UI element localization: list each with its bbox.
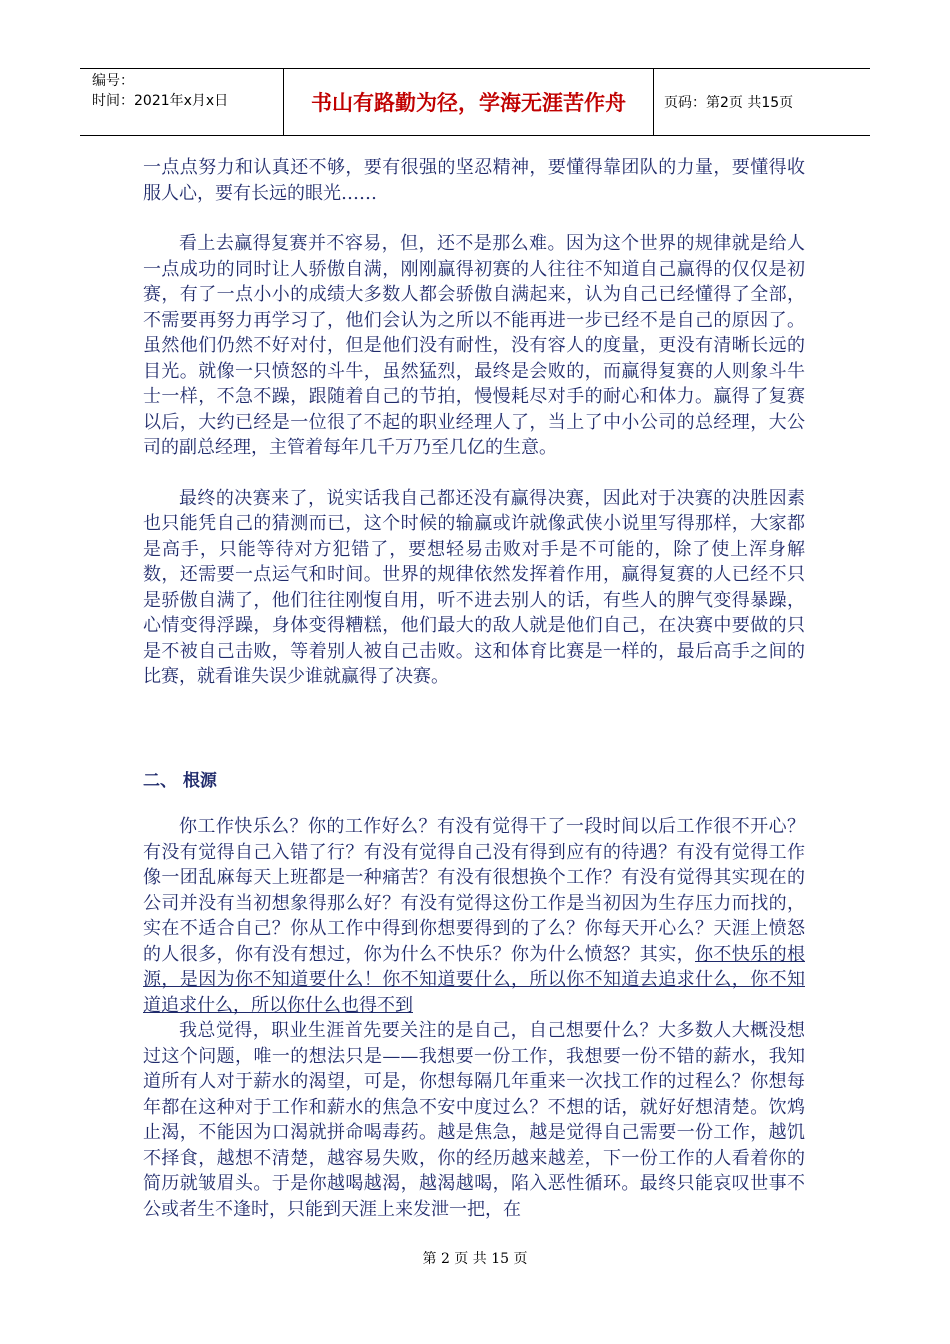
- paragraph-4: [143, 814, 805, 1018]
- paragraph-5: 我总觉得，职业生涯首先要关注的是自己，自己想要什么？大多数人大概没想过这个问题，唯一的想法只是——我想要一份工作，我想要一份不错的薪水，我知道所有人对于薪水的渴望，可是，你想每隔几年重来一次找工作的过程么？你想每年都在这种对于工作和薪水的焦急不安中度过么？不想的话，就好好想清楚。饮鸩止渴，不能因为口渴就拼命喝毒药。越是焦急，越是觉得自己需要一份工作，越饥不择食，越想不清楚，越容易失败，你的经历越来越差，下一份工作的人看着你的简历就皱眉头。于是你越喝越渴，越渴越喝，陷入恶性循环。最终只能哀叹世事不公或者生不逢时，只能到天涯上来发泄一把，在: [143, 1020, 805, 1220]
- section-heading: 二、 根源: [143, 770, 217, 791]
- header-number-label: 编号：: [92, 73, 134, 89]
- paragraph-2: 看上去赢得复赛并不容易，但，还不是那么难。因为这个世界的规律就是给人一点成功的同时让人骄傲自满，刚刚赢得初赛的人往往不知道自己赢得的仅仅是初赛，有了一点小小的成绩大多数人都会骄傲自满起来，认为自己已经懂得了全部，不需要再努力再学习了，他们会认为之所以不能再进一步已经不是自己的原因了。虽然他们仍然不好对付，但是他们没有耐性，没有容人的度量，更没有清晰长远的目光。就像一只愤怒的斗牛，虽然猛烈，最终是会败的，而赢得复赛的人则象斗牛士一样，不急不躁，跟随着自己的节拍，慢慢耗尽对手的耐心和体力。赢得了复赛以后，大约已经是一位很了不起的职业经理人了，当上了中小公司的总经理，大公司的副总经理，主管着每年几千万乃至几亿的生意。: [143, 233, 805, 458]
- page-footer: 第 2 页 共 15 页: [422, 1251, 528, 1267]
- header-page-info: 页码：第2页 共15页: [664, 95, 794, 111]
- header-date: 时间：2021年x月x日: [92, 93, 229, 109]
- document-body: [143, 155, 805, 1222]
- page-header: [80, 68, 870, 136]
- header-motto: 书山有路勤为径，学海无涯苦作舟: [284, 69, 654, 135]
- header-meta: [80, 69, 284, 135]
- paragraph-1: 一点点努力和认真还不够，要有很强的坚忍精神，要懂得靠团队的力量，要懂得收服人心，要有长远的眼光……: [143, 157, 805, 204]
- paragraph-4-text: 你工作快乐么？你的工作好么？有没有觉得干了一段时间以后工作很不开心？有没有觉得自己入错了行？有没有觉得自己没有得到应有的待遇？有没有觉得工作像一团乱麻每天上班都是一种痛苦？有没有很想换个工作？有没有觉得其实现在的公司并没有当初想象得那么好？有没有觉得这份工作是当初因为生存压力而找的，实在不适合自己？你从工作中得到你想要得到的了么？你每天开心么？天涯上愤怒的人很多，你有没有想过，你为什么不快乐？你为什么愤怒？其实，: [143, 816, 805, 965]
- paragraph-3: 最终的决赛来了，说实话我自己都还没有赢得决赛，因此对于决赛的决胜因素也只能凭自己的猜测而已，这个时候的输赢或许就像武侠小说里写得那样，大家都是高手，只能等待对方犯错了，要想轻易击败对手是不可能的，除了使上浑身解数，还需要一点运气和时间。世界的规律依然发挥着作用，赢得复赛的人已经不只是骄傲自满了，他们往往刚愎自用，听不进去别人的话，有些人的脾气变得暴躁，心情变得浮躁，身体变得糟糕，他们最大的敌人就是他们自己，在决赛中要做的只是不被自己击败，等着别人被自己击败。这和体育比赛是一样的，最后高手之间的比赛，就看谁失误少谁就赢得了决赛。: [143, 487, 805, 687]
- paragraph-4-underlined: 你不快乐的根源，是因为你不知道要什么！你不知道要什么，所以你不知道去追求什么，你不知道追求什么，所以你什么也得不到: [143, 943, 805, 1016]
